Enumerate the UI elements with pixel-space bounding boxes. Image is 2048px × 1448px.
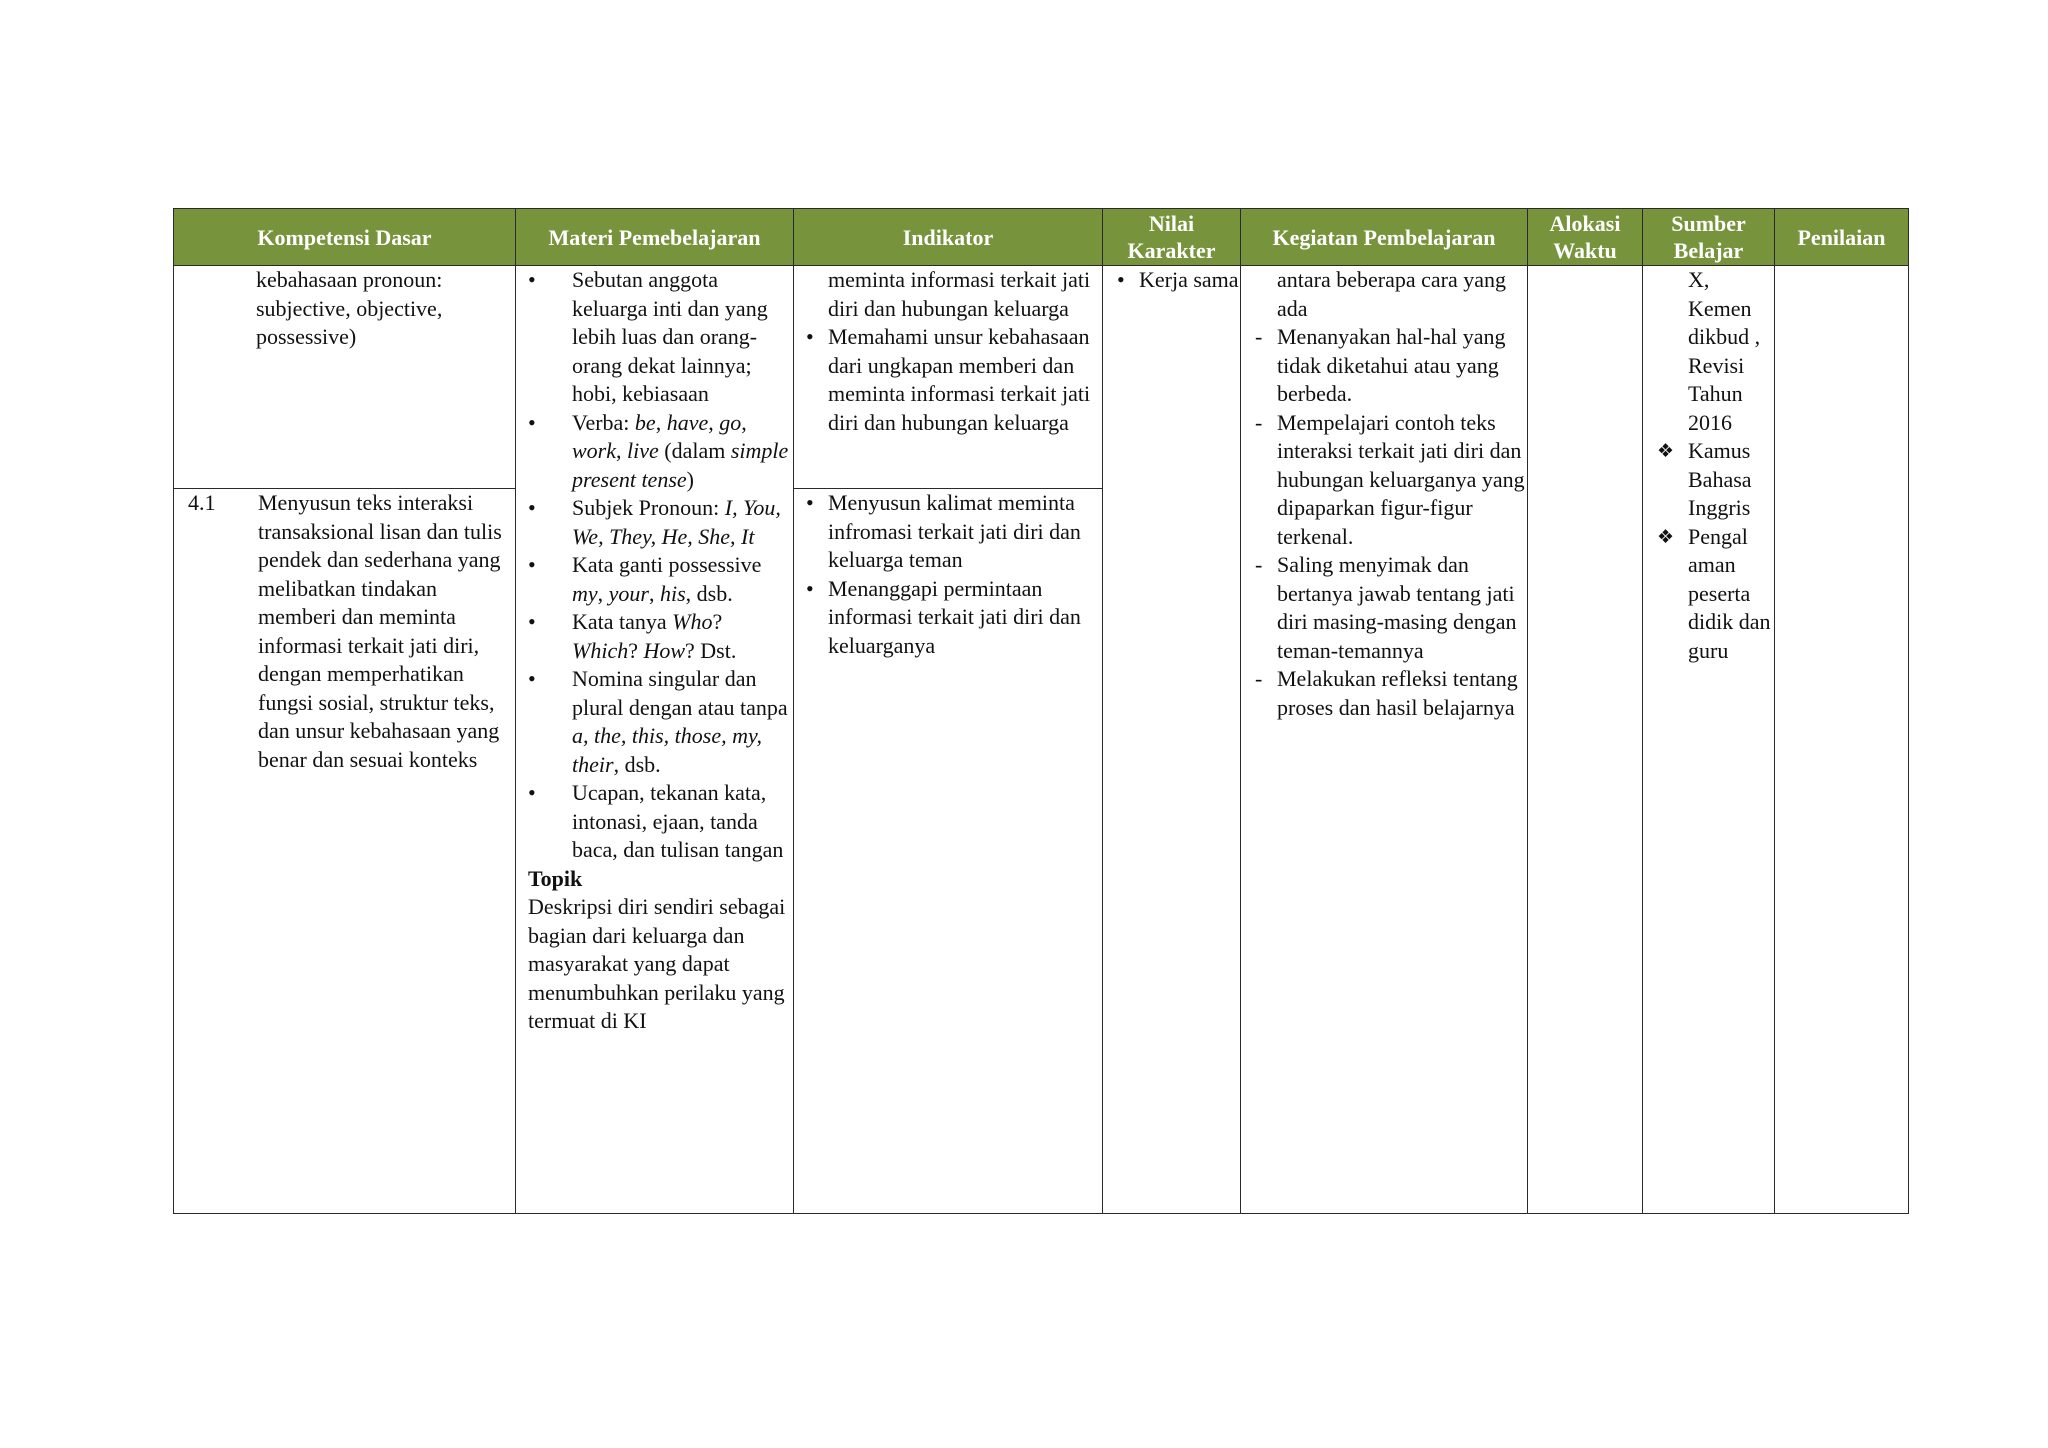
header-kegiatan: Kegiatan Pembelajaran	[1241, 209, 1528, 266]
table-header-row	[174, 209, 1909, 266]
cell-sumber-belajar	[1643, 266, 1775, 1214]
header-materi: Materi Pemebelajaran	[516, 209, 794, 266]
materi-item: • Sebutan anggota keluarga inti dan yang lebih luas dan orang-orang dekat lainnya; hobi, kebiasaan	[516, 266, 793, 409]
kd-item	[174, 488, 515, 774]
sumber-list	[1643, 437, 1774, 665]
kegiatan-list	[1241, 323, 1527, 722]
sumber-item: ❖ Pengal aman peserta didik dan guru	[1643, 523, 1774, 666]
table-row	[174, 266, 1909, 1214]
kegiatan-item: - Melakukan refleksi tentang proses dan hasil belajarnya	[1241, 665, 1527, 722]
sumber-item: ❖ Kamus Bahasa Inggris	[1643, 437, 1774, 523]
kegiatan-item: - Saling menyimak dan bertanya jawab tentang jati diri masing-masing dengan teman-temannya	[1241, 551, 1527, 665]
indikator-item: • Menanggapi permintaan informasi terkait jati diri dan keluarganya	[794, 575, 1096, 661]
kd-continuation: kebahasaan pronoun: subjective, objective, possessive)	[256, 267, 443, 349]
kegiatan-item: - Menanyakan hal-hal yang tidak diketahui atau yang berbeda.	[1241, 323, 1527, 409]
kegiatan-item: - Mempelajari contoh teks interaksi terkait jati diri dan hubungan keluarganya yang dipaparkan figur-figur terkenal.	[1241, 409, 1527, 552]
kegiatan-continuation: antara beberapa cara yang ada	[1277, 267, 1507, 321]
indikator-continuation: meminta informasi terkait jati diri dan hubungan keluarga	[828, 267, 1091, 321]
indikator-top-list	[794, 323, 1096, 437]
sumber-continuation: X, Kemen dikbud , Revisi Tahun 2016	[1688, 267, 1761, 435]
header-penilaian: Penilaian	[1775, 209, 1909, 266]
nilai-list	[1103, 266, 1240, 295]
header-indikator: Indikator	[794, 209, 1103, 266]
materi-item: • Ucapan, tekanan kata, intonasi, ejaan, tanda baca, dan tulisan tangan	[516, 779, 793, 865]
cell-materi	[516, 266, 794, 1214]
header-kompetensi-dasar: Kompetensi Dasar	[174, 209, 516, 266]
indikator-bottom-list	[794, 489, 1096, 660]
cell-kegiatan	[1241, 266, 1528, 1214]
kd-number: 4.1	[188, 490, 216, 515]
cell-nilai-karakter	[1103, 266, 1241, 1214]
materi-item: • Subjek Pronoun: I, You, We, They, He, She, It	[516, 494, 793, 551]
cell-penilaian	[1775, 266, 1909, 1214]
topik-label: Topik	[528, 865, 583, 891]
cell-alokasi-waktu	[1528, 266, 1643, 1214]
cell-kompetensi-dasar	[174, 266, 516, 1214]
indikator-item: • Menyusun kalimat meminta infromasi terkait jati diri dan keluarga teman	[794, 489, 1096, 575]
cell-indikator	[794, 266, 1103, 1214]
materi-list	[516, 266, 793, 865]
kd-text: Menyusun teks interaksi transaksional lisan dan tulis pendek dan sederhana yang melibatkan tindakan memberi dan meminta informasi terkait jati diri, dengan memperhatikan fungsi sosial, struktur teks, dan unsur kebahasaan yang benar dan sesuai konteks	[258, 490, 502, 772]
indikator-item: • Memahami unsur kebahasaan dari ungkapan memberi dan meminta informasi terkait jati diri dan hubungan keluarga	[794, 323, 1096, 437]
header-alokasi-waktu: Alokasi Waktu	[1528, 209, 1643, 266]
header-sumber-belajar: Sumber Belajar	[1643, 209, 1775, 266]
header-nilai-karakter: Nilai Karakter	[1103, 209, 1241, 266]
materi-item: • Kata tanya Who? Which? How? Dst.	[516, 608, 793, 665]
topik-text: Deskripsi diri sendiri sebagai bagian dari keluarga dan masyarakat yang dapat menumbuhkan perilaku yang termuat di KI	[528, 894, 786, 1033]
silabus-table	[173, 208, 1909, 1214]
materi-item: • Kata ganti possessive my, your, his, dsb.	[516, 551, 793, 608]
materi-item: • Verba: be, have, go, work, live (dalam simple present tense)	[516, 409, 793, 495]
materi-item: • Nomina singular dan plural dengan atau tanpa a, the, this, those, my, their, dsb.	[516, 665, 793, 779]
nilai-item: • Kerja sama	[1103, 266, 1240, 295]
